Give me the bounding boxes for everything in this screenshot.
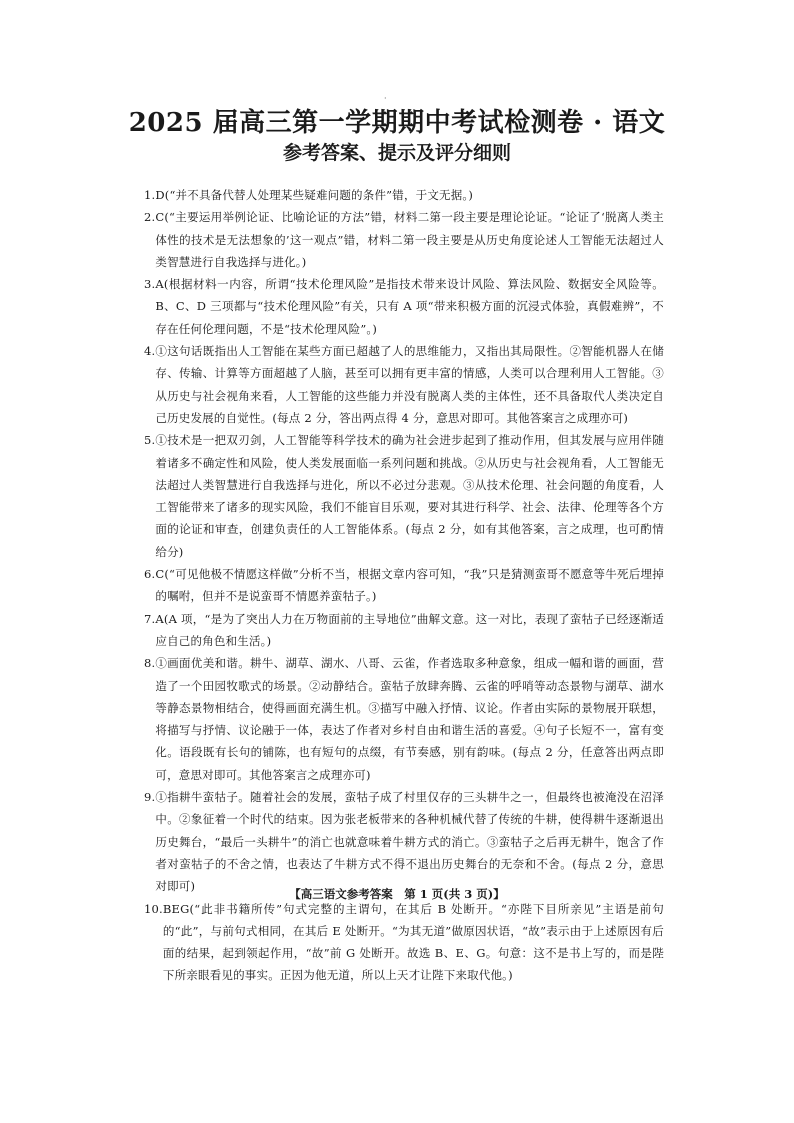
answer-text: ①指耕牛蛮牯子。随着社会的发展，蛮牯子成了村里仅存的三头耕牛之一，但最终也被淹没在沼泽中。②象征着一个时代的结束。因为张老板带来的各种机械代替了传统的牛耕，使得耕牛逐渐退出历史舞台，“最后一头耕牛”的消亡也就意味着牛耕方式的消亡。③蛮牯子之后再无耕牛，饱含了作者对蛮牯子的不舍之情，也表达了牛耕方式不得不退出历史舞台的无奈和不舍。(每点 2 分，意思对即可) (155, 790, 664, 894)
answer-number: 7. (144, 611, 156, 626)
answer-number: 3. (144, 277, 156, 292)
document-title: 2025 届高三第一学期期中考试检测卷 · 语文 (128, 108, 666, 138)
answer-text: ①这句话既指出人工智能在某些方面已超越了人的思维能力，又指出其局限性。②智能机器人在储存、传输、计算等方面超越了人脑，甚至可以拥有更丰富的情感，人类可以合理利用人工智能。③从历史与社会视角来看，人工智能的这些能力并没有脱离人类的主体性，还不具备取代人类决定自己历史发展的自觉性。(每点 2 分，答出两点得 4 分，意思对即可。其他答案言之成理亦可) (155, 344, 664, 425)
answer-item-6 (144, 563, 664, 608)
answer-number: 8. (144, 656, 156, 671)
answer-text: ①画面优美和谐。耕牛、湖草、湖水、八哥、云雀，作者选取多种意象，组成一幅和谐的画面，营造了一个田园牧歌式的场景。②动静结合。蛮牯子放肆奔腾、云雀的呼哨等动态景物与湖草、湖水等静态景物相结合，使得画面充满生机。③描写中融入抒情、议论。作者由实际的景物展开联想，将描写与抒情、议论融于一体，表达了作者对乡村自由和谐生活的喜爱。④句子长短不一，富有变化。语段既有长句的铺陈，也有短句的点缀，有节奏感，别有韵味。(每点 2 分，任意答出两点即可，意思对即可。其他答案言之成理亦可) (155, 656, 664, 782)
answer-number: 10. (144, 901, 163, 916)
answer-text: C(“可见他极不情愿这样做”分析不当，根据文章内容可知，“我”只是猜测蛮哥不愿意等牛死后埋掉的嘱咐，但并不是说蛮哥不情愿养蛮牯子。) (155, 567, 664, 604)
answer-text: BEG(“此非书籍所传”句式完整的主谓句，在其后 B 处断开。“亦陛下目所亲见”主语是前句的“此”，与前句式相同，在其后 E 处断开。“为其无道”做原因状语，“故”表示由于上述原因有后面的结果，起到领起作用，“故”前 G 处断开。故选 B、E、G。句意：这不是书上写的，而是陛下所亲眼看见的事实。正因为他无道，所以上天才让陛下来取代他。) (162, 901, 664, 983)
scan-mark: · (384, 94, 387, 103)
answer-number: 6. (144, 567, 156, 582)
answer-number: 9. (144, 790, 156, 805)
answer-number: 5. (144, 433, 156, 448)
answer-item-7 (144, 608, 664, 653)
answer-item-9 (144, 786, 664, 897)
answer-number: 1. (144, 188, 156, 202)
answer-item-4 (144, 340, 664, 429)
answer-item-8 (144, 652, 664, 786)
answer-text: C(“主要运用举例论证、比喻论证的方法”错，材料二第一段主要是理论论证。“论证了‘脱离人类主体性的技术是无法想象的’这一观点”错，材料二第一段主要是从历史角度论述人工智能无法超过人类智慧进行自我选择与进化。) (155, 210, 664, 269)
answer-number: 2. (144, 210, 156, 225)
answer-item-1 (144, 184, 664, 206)
answer-text: A(A 项，“是为了突出人力在万物面前的主导地位”曲解文意。这一对比，表现了蛮牯子已经逐渐适应自己的角色和生活。) (155, 611, 664, 648)
answer-text: D(“并不具备代替人处理某些疑难问题的条件”错，于文无据。) (155, 188, 474, 202)
answer-text: ①技术是一把双刃剑，人工智能等科学技术的确为社会进步起到了推动作用，但其发展与应用伴随着诸多不确定性和风险，使人类发展面临一系列问题和挑战。②从历史与社会视角看，人工智能无法超过人类智慧进行自我选择与进化，所以不必过分悲观。③从技术伦理、社会问题的角度看，人工智能带来了诸多的现实风险，我们不能盲目乐观，要对其进行科学、社会、法律、伦理等各个方面的论证和审查，创建负责任的人工智能体系。(每点 2 分，如有其他答案，言之成理，也可酌情给分) (155, 433, 664, 559)
document-subtitle: 参考答案、提示及评分细则 (282, 142, 511, 164)
answer-item-10 (144, 898, 664, 987)
answer-text: A(根据材料一内容，所谓“技术伦理风险”是指技术带来设计风险、算法风险、数据安全风险等。B、C、D 三项都与“技术伦理风险”有关，只有 A 项“带来积极方面的沉浸式体验，真假难辨”，不存在任何伦理问题，不是“技术伦理风险”。) (155, 277, 664, 336)
page-footer: 【高三语文参考答案 第 1 页(共 3 页)】 (289, 887, 505, 901)
answer-list (144, 184, 664, 987)
answer-item-2 (144, 206, 664, 273)
answer-number: 4. (144, 344, 156, 359)
answer-item-3 (144, 273, 664, 340)
answer-item-5 (144, 429, 664, 563)
